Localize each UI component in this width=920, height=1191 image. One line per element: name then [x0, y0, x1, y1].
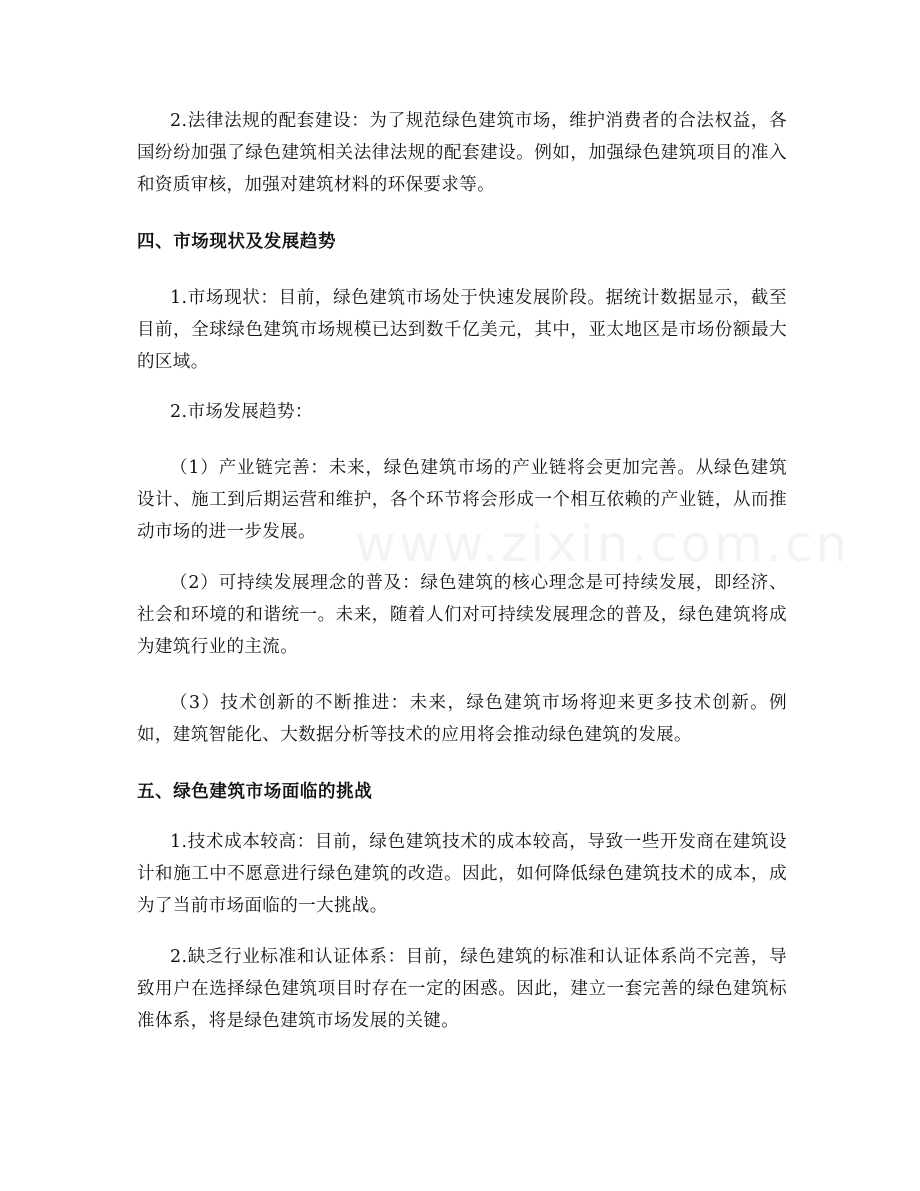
section-heading-challenges: 五、绿色建筑市场面临的挑战 [137, 782, 373, 802]
paragraph-trend-innovation: （3）技术创新的不断推进：未来，绿色建筑市场将迎来更多技术创新。例如，建筑智能化、大数据分析等技术的应用将会推动绿色建筑的发展。 [137, 693, 787, 745]
paragraph-market-status: 1.市场现状：目前，绿色建筑市场处于快速发展阶段。据统计数据显示，截至目前，全球绿色建筑市场规模已达到数千亿美元，其中，亚太地区是市场份额最大的区域。 [137, 288, 787, 372]
paragraph-trend-industry-chain: （1）产业链完善：未来，绿色建筑市场的产业链将会更加完善。从绿色建筑设计、施工到后期运营和维护，各个环节将会形成一个相互依赖的产业链，从而推动市场的进一步发展。 [137, 458, 787, 542]
watermark: www.zixin.com.cn [355, 515, 851, 573]
section-heading-market-status: 四、市场现状及发展趋势 [137, 232, 337, 252]
paragraph-legal-framework: 2.法律法规的配套建设：为了规范绿色建筑市场，维护消费者的合法权益，各国纷纷加强了绿色建筑相关法律法规的配套建设。例如，加强绿色建筑项目的准入和资质审核，加强对建筑材料的环保要求等。 [137, 111, 787, 195]
paragraph-challenge-cost: 1.技术成本较高：目前，绿色建筑技术的成本较高，导致一些开发商在建筑设计和施工中不愿意进行绿色建筑的改造。因此，如何降低绿色建筑技术的成本，成为了当前市场面临的一大挑战。 [137, 832, 787, 916]
paragraph-trend-sustainability: （2）可持续发展理念的普及：绿色建筑的核心理念是可持续发展，即经济、社会和环境的和谐统一。未来，随着人们对可持续发展理念的普及，绿色建筑将成为建筑行业的主流。 [137, 573, 787, 657]
paragraph-challenge-standards: 2.缺乏行业标准和认证体系：目前，绿色建筑的标准和认证体系尚不完善，导致用户在选择绿色建筑项目时存在一定的困惑。因此，建立一套完善的绿色建筑标准体系，将是绿色建筑市场发展的关键。 [137, 947, 787, 1031]
paragraph-market-trend-intro: 2.市场发展趋势： [170, 402, 313, 422]
